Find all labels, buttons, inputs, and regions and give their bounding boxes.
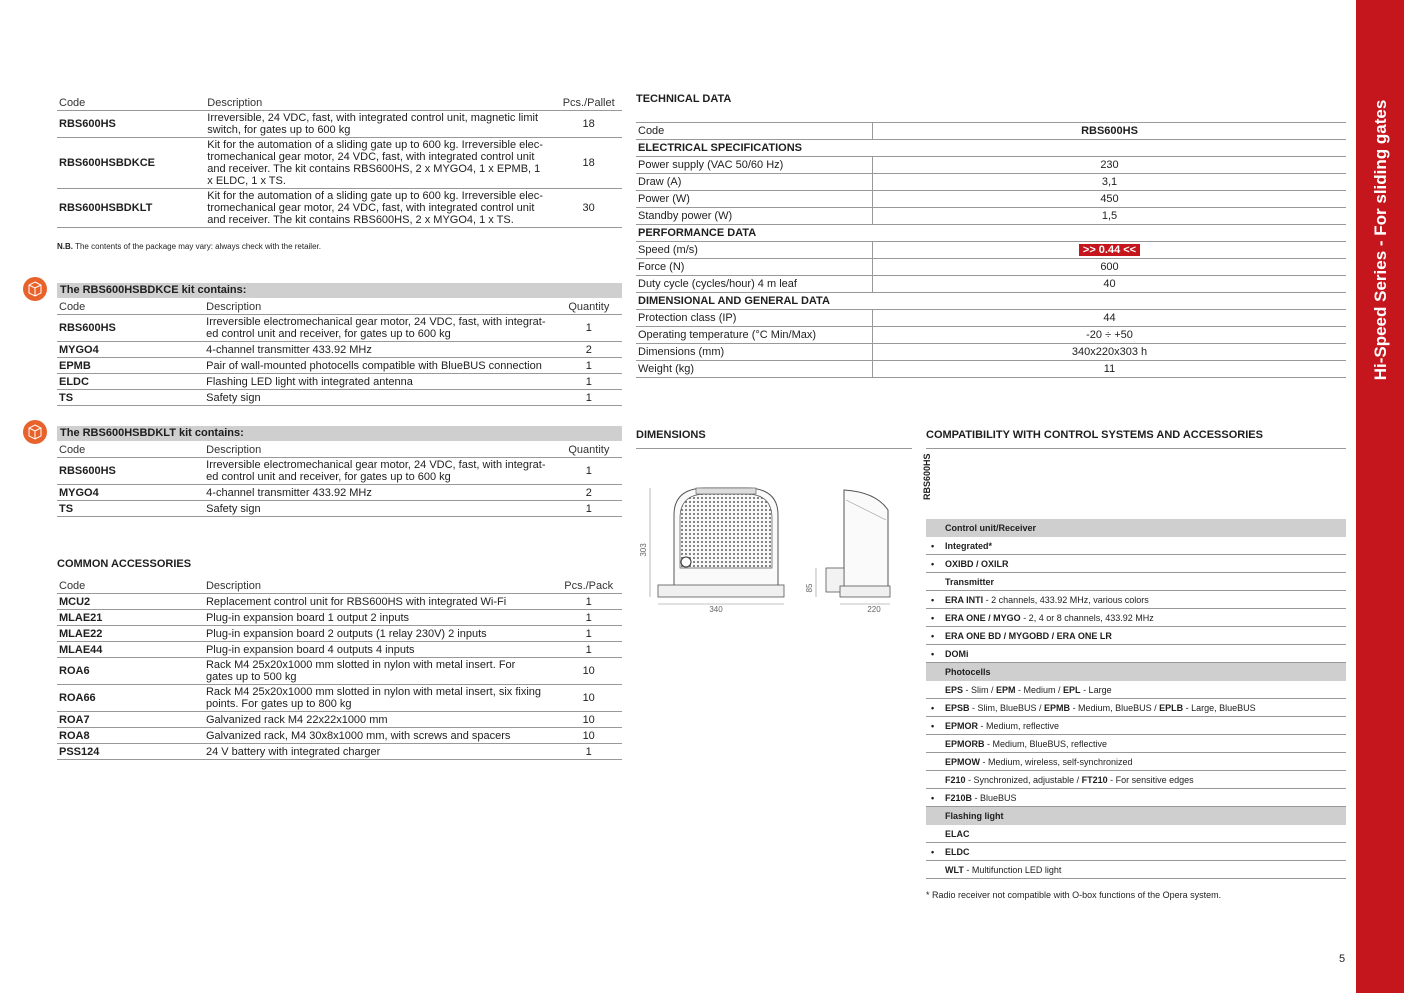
compat-item [926, 699, 1346, 717]
compat-text: EPL [1063, 685, 1081, 695]
description-line: Kit for the automation of a sliding gate up to 600 kg. Irreversible elec- [207, 190, 543, 202]
compat-text: - Large [1080, 685, 1112, 695]
code-cell: RBS600HSBDKLT [57, 189, 205, 228]
column-header: Description [204, 578, 555, 594]
compat-item [926, 681, 1346, 699]
compat-text: F210B [945, 793, 973, 803]
compat-text: - 2, 4 or 8 channels, 433.92 MHz [1020, 613, 1154, 623]
compat-text: EPLB [1159, 703, 1184, 713]
dim-height: 303 [639, 543, 648, 557]
tech-value-cell [873, 276, 1347, 293]
compat-text: Integrated* [945, 541, 993, 551]
description-line: Plug-in expansion board 2 outputs (1 relay 230V) 2 inputs [205, 627, 487, 640]
compatible-bullet-icon: • [931, 793, 935, 803]
compat-text: - BlueBUS [972, 793, 1017, 803]
compatible-bullet-icon: • [931, 613, 935, 623]
compat-text: EPS [945, 685, 964, 695]
quantity-cell: 18 [555, 138, 622, 189]
description-cell [204, 658, 555, 685]
quantity-cell: 30 [555, 189, 622, 228]
tech-value-cell [873, 157, 1347, 174]
code-cell: MYGO4 [57, 485, 204, 501]
quantity-cell: 18 [555, 111, 622, 138]
description-line: Flashing LED light with integrated antenna [206, 375, 413, 388]
description-cell [204, 374, 556, 390]
tech-label: Standby power (W) [636, 208, 873, 225]
code-cell: TS [57, 390, 204, 406]
description-line: and receiver. The kit contains RBS600HS, 2 x MYGO4, 1 x TS. [207, 214, 514, 226]
column-header: Description [204, 442, 556, 458]
tech-header-model: RBS600HS [873, 123, 1347, 140]
compat-text: Transmitter [945, 577, 995, 587]
compat-text: F210 [945, 775, 966, 785]
code-cell: ROA8 [57, 728, 204, 744]
dimensions-title: DIMENSIONS [636, 429, 706, 441]
description-cell [204, 594, 555, 610]
tech-label: Protection class (IP) [636, 310, 873, 327]
kit1-table [57, 299, 622, 406]
tech-row [636, 157, 1346, 174]
quantity-cell: 10 [555, 728, 622, 744]
description-line: Irreversible, 24 VDC, fast, with integrated control unit, magnetic limit [207, 112, 539, 124]
code-cell: RBS600HS [57, 458, 204, 485]
compat-text: - 2 channels, 433.92 MHz, various colors [983, 595, 1149, 605]
compat-text: - Slim / [963, 685, 997, 695]
table-row [57, 744, 622, 760]
description-cell [204, 712, 555, 728]
description-cell [204, 458, 556, 485]
dim-width: 340 [709, 605, 723, 614]
column-header: Code [57, 578, 204, 594]
column-header: Description [204, 299, 556, 315]
description-cell [204, 685, 555, 712]
compat-text: DOMi [945, 649, 969, 659]
tech-value: 600 [1100, 261, 1119, 273]
compat-text: - Multifunction LED light [963, 865, 1062, 875]
table-row [57, 712, 622, 728]
tech-row [636, 242, 1346, 259]
compat-item [926, 537, 1346, 555]
description-line: ed control unit and receiver, for gates up to 600 kg [206, 471, 451, 483]
compat-item [926, 591, 1346, 609]
description-cell [204, 642, 555, 658]
quantity-cell: 1 [555, 626, 622, 642]
description-cell [204, 342, 556, 358]
tech-row [636, 174, 1346, 191]
quantity-cell: 1 [556, 458, 622, 485]
description-line: points. For gates up to 800 kg [205, 698, 352, 710]
technical-table [636, 122, 1346, 378]
description-line: Irreversible electromechanical gear motor, 24 VDC, fast, with integrat- [206, 316, 546, 328]
quantity-cell: 1 [556, 358, 622, 374]
compat-text: - Medium, reflective [978, 721, 1060, 731]
technical-title: TECHNICAL DATA [636, 93, 732, 105]
compat-item [926, 843, 1346, 861]
compatible-bullet-icon: • [931, 649, 935, 659]
compat-text: EPMOW [945, 757, 980, 767]
compat-text: ERA ONE BD / MYGOBD / ERA ONE LR [945, 631, 1112, 641]
tech-header-row [636, 123, 1346, 140]
tech-row [636, 327, 1346, 344]
table-header-row [57, 442, 622, 458]
description-line: Galvanized rack M4 22x22x1000 mm [205, 713, 388, 726]
table-row [57, 658, 622, 685]
compat-text: - Slim, BlueBUS / [969, 703, 1045, 713]
compat-item [926, 627, 1346, 645]
code-cell: RBS600HS [57, 315, 204, 342]
compat-item [926, 771, 1346, 789]
description-line: Irreversible electromechanical gear motor, 24 VDC, fast, with integrat- [206, 459, 546, 471]
quantity-cell: 10 [555, 658, 622, 685]
tech-value: 230 [1100, 159, 1119, 171]
description-cell [204, 501, 556, 517]
package-icon [23, 277, 47, 301]
code-cell: ELDC [57, 374, 204, 390]
tech-value-cell [873, 327, 1347, 344]
description-line: Rack M4 25x20x1000 mm slotted in nylon with metal insert. For [205, 659, 516, 671]
dim-depth: 220 [867, 605, 881, 614]
description-cell [204, 358, 556, 374]
compat-item [926, 609, 1346, 627]
compat-item [926, 573, 1346, 591]
compatible-bullet-icon: • [931, 631, 935, 641]
page-number: 5 [1339, 953, 1346, 965]
table-row [57, 138, 622, 189]
table-header-row [57, 95, 622, 111]
tech-value-cell [873, 361, 1347, 378]
tech-section-label: DIMENSIONAL AND GENERAL DATA [636, 293, 1346, 310]
description-line: Safety sign [206, 502, 261, 515]
tech-label: Weight (kg) [636, 361, 873, 378]
compat-text: EPSB [945, 703, 970, 713]
accessories-table [57, 578, 622, 760]
quantity-cell: 1 [556, 390, 622, 406]
description-cell [204, 744, 555, 760]
table-row [57, 458, 622, 485]
table-row [57, 485, 622, 501]
table-row [57, 501, 622, 517]
accessories-title: COMMON ACCESSORIES [57, 558, 192, 570]
tech-label: Draw (A) [636, 174, 873, 191]
description-cell [204, 626, 555, 642]
table-row [57, 315, 622, 342]
compat-text: - Medium, BlueBUS, reflective [984, 739, 1108, 749]
table-row [57, 358, 622, 374]
tech-value: 1,5 [1101, 210, 1118, 222]
compat-rule [926, 448, 1346, 449]
quantity-cell: 1 [556, 501, 622, 517]
kit1-title: The RBS600HSBDKCE kit contains: [57, 283, 622, 298]
description-cell [205, 111, 555, 138]
tech-value-cell [873, 310, 1347, 327]
code-cell: ROA7 [57, 712, 204, 728]
tech-header-label: Code [636, 123, 873, 140]
column-header: Quantity [556, 442, 622, 458]
compat-item [926, 789, 1346, 807]
description-line: tromechanical gear motor, 24 VDC, fast, with integrated control unit [207, 151, 535, 163]
column-header: Pcs./Pallet [555, 95, 622, 111]
tech-row [636, 191, 1346, 208]
tech-row [636, 276, 1346, 293]
tech-label: Speed (m/s) [636, 242, 873, 259]
description-cell [204, 610, 555, 626]
description-line: 4-channel transmitter 433.92 MHz [206, 486, 372, 499]
tech-value: 44 [1103, 312, 1116, 324]
compat-text: OXIBD / OXILR [945, 559, 1009, 569]
compat-text: Flashing light [945, 811, 1004, 821]
quantity-cell: 2 [556, 342, 622, 358]
compat-item [926, 861, 1346, 879]
code-cell: PSS124 [57, 744, 204, 760]
compatible-bullet-icon: • [931, 847, 935, 857]
compat-text: ERA INTI [945, 595, 984, 605]
column-header: Code [57, 442, 204, 458]
description-line: Rack M4 25x20x1000 mm slotted in nylon with metal insert, six fixing [205, 686, 542, 698]
tech-value: 3,1 [1101, 176, 1118, 188]
compat-text: - Medium / [1015, 685, 1064, 695]
description-line: ed control unit and receiver, for gates up to 600 kg [206, 328, 451, 340]
quantity-cell: 10 [555, 685, 622, 712]
compat-group-header [926, 663, 1346, 681]
tech-section-label: PERFORMANCE DATA [636, 225, 1346, 242]
compat-text: EPMOR [945, 721, 979, 731]
tech-section-row [636, 293, 1346, 310]
compat-text: ERA ONE / MYGO [945, 613, 1021, 623]
code-cell: ROA6 [57, 658, 204, 685]
package-icon [23, 420, 47, 444]
kit2-table [57, 442, 622, 517]
tech-row [636, 361, 1346, 378]
code-cell: EPMB [57, 358, 204, 374]
compat-group-header [926, 519, 1346, 537]
tech-value: -20 ÷ +50 [1086, 329, 1133, 341]
description-cell [204, 390, 556, 406]
column-header: Pcs./Pack [555, 578, 622, 594]
tech-section-row [636, 140, 1346, 157]
description-cell [205, 138, 555, 189]
compat-item [926, 825, 1346, 843]
table-row [57, 626, 622, 642]
tech-value-cell [873, 242, 1347, 259]
code-cell: MLAE22 [57, 626, 204, 642]
compatible-bullet-icon: • [931, 721, 935, 731]
quantity-cell: 1 [555, 594, 622, 610]
code-cell: ROA66 [57, 685, 204, 712]
kit2-title: The RBS600HSBDKLT kit contains: [57, 426, 622, 441]
compat-text: - For sensitive edges [1107, 775, 1194, 785]
description-line: 24 V battery with integrated charger [205, 745, 381, 758]
compat-item [926, 753, 1346, 771]
quantity-cell: 2 [556, 485, 622, 501]
compat-column-label: RBS600HS [922, 453, 932, 500]
table-row [57, 728, 622, 744]
tech-label: Power (W) [636, 191, 873, 208]
description-line: Plug-in expansion board 1 output 2 inputs [205, 611, 410, 624]
compat-text: EPMORB [945, 739, 985, 749]
compat-footnote: * Radio receiver not compatible with O-box functions of the Opera system. [926, 890, 1222, 900]
description-line: gates up to 500 kg [205, 671, 297, 683]
compat-text: ELDC [945, 847, 970, 857]
description-line: Galvanized rack, M4 30x8x1000 mm, with screws and spacers [205, 729, 511, 742]
compat-text: Photocells [945, 667, 991, 677]
table-row [57, 685, 622, 712]
tech-value: 340x220x303 h [1071, 346, 1148, 358]
table-row [57, 594, 622, 610]
dim-base: 85 [805, 583, 814, 593]
compat-text: - Medium, wireless, self-synchronized [980, 757, 1133, 767]
table-row [57, 390, 622, 406]
quantity-cell: 1 [556, 315, 622, 342]
sidebar-title: Hi-Speed Series - For sliding gates [1371, 99, 1390, 381]
column-header: Code [57, 95, 205, 111]
tech-row [636, 344, 1346, 361]
compat-text: FT210 [1081, 775, 1108, 785]
compatible-bullet-icon: • [931, 703, 935, 713]
table-row [57, 189, 622, 228]
quantity-cell: 1 [555, 610, 622, 626]
code-cell: TS [57, 501, 204, 517]
description-line: and receiver. The kit contains RBS600HS, 2 x MYGO4, 1 x EPMB, 1 [207, 163, 541, 175]
tech-section-row [636, 225, 1346, 242]
tech-row [636, 310, 1346, 327]
table-header-row [57, 299, 622, 315]
tech-label: Operating temperature (°C Min/Max) [636, 327, 873, 344]
column-header: Code [57, 299, 204, 315]
compat-text: ELAC [945, 829, 970, 839]
description-line: x ELDC, 1 x TS. [207, 175, 286, 187]
quantity-cell: 1 [555, 642, 622, 658]
description-line: Safety sign [206, 391, 261, 404]
code-cell: RBS600HS [57, 111, 205, 138]
highlighted-value: >> 0.44 << [1079, 244, 1140, 256]
tech-section-label: ELECTRICAL SPECIFICATIONS [636, 140, 1346, 157]
description-line: Kit for the automation of a sliding gate up to 600 kg. Irreversible elec- [207, 139, 543, 151]
table-row [57, 610, 622, 626]
tech-value: 40 [1103, 278, 1116, 290]
column-header: Description [205, 95, 555, 111]
tech-value-cell [873, 344, 1347, 361]
description-cell [204, 485, 556, 501]
description-cell [204, 315, 556, 342]
tech-value: 11 [1103, 363, 1116, 375]
description-line: Replacement control unit for RBS600HS with integrated Wi-Fi [205, 595, 507, 608]
code-cell: MLAE44 [57, 642, 204, 658]
table-row [57, 111, 622, 138]
tech-value: 450 [1100, 193, 1119, 205]
nb-note: N.B. The contents of the package may vary: always check with the retailer. [57, 242, 321, 251]
compat-item [926, 735, 1346, 753]
code-cell: RBS600HSBDKCE [57, 138, 205, 189]
compatible-bullet-icon: • [931, 541, 935, 551]
code-cell: MLAE21 [57, 610, 204, 626]
product-table [57, 95, 622, 228]
table-row [57, 642, 622, 658]
code-cell: MCU2 [57, 594, 204, 610]
description-line: 4-channel transmitter 433.92 MHz [206, 343, 372, 356]
code-cell: MYGO4 [57, 342, 204, 358]
compat-item [926, 645, 1346, 663]
tech-value-cell [873, 208, 1347, 225]
table-row [57, 374, 622, 390]
description-cell [204, 728, 555, 744]
quantity-cell: 1 [556, 374, 622, 390]
tech-label: Power supply (VAC 50/60 Hz) [636, 157, 873, 174]
tech-row [636, 208, 1346, 225]
table-row [57, 342, 622, 358]
compat-text: EPMB [1044, 703, 1071, 713]
description-line: Pair of wall-mounted photocells compatible with BlueBUS connection [206, 359, 542, 372]
quantity-cell: 10 [555, 712, 622, 728]
compat-text: - Medium, BlueBUS / [1070, 703, 1160, 713]
tech-label: Dimensions (mm) [636, 344, 873, 361]
compatible-bullet-icon: • [931, 595, 935, 605]
table-header-row [57, 578, 622, 594]
compat-text: - Synchronized, adjustable / [965, 775, 1082, 785]
tech-value-cell [873, 191, 1347, 208]
tech-label: Force (N) [636, 259, 873, 276]
description-cell [205, 189, 555, 228]
compat-group-header [926, 807, 1346, 825]
dimension-drawing [636, 480, 912, 620]
description-line: Plug-in expansion board 4 outputs 4 inputs [205, 643, 415, 656]
tech-value-cell [873, 174, 1347, 191]
compatible-bullet-icon: • [931, 559, 935, 569]
tech-label: Duty cycle (cycles/hour) 4 m leaf [636, 276, 873, 293]
compat-text: WLT [945, 865, 964, 875]
description-line: tromechanical gear motor, 24 VDC, fast, with integrated control unit [207, 202, 535, 214]
tech-value-cell [873, 259, 1347, 276]
column-header: Quantity [556, 299, 622, 315]
compat-text: Control unit/Receiver [945, 523, 1037, 533]
tech-row [636, 259, 1346, 276]
dimensions-rule [636, 448, 912, 449]
compat-item [926, 555, 1346, 573]
compat-text: EPM [996, 685, 1016, 695]
compat-item [926, 717, 1346, 735]
description-line: switch, for gates up to 600 kg [207, 124, 351, 136]
compat-title: COMPATIBILITY WITH CONTROL SYSTEMS AND ACCESSORIES [926, 429, 1263, 441]
compat-text: - Large, BlueBUS [1183, 703, 1256, 713]
quantity-cell: 1 [555, 744, 622, 760]
